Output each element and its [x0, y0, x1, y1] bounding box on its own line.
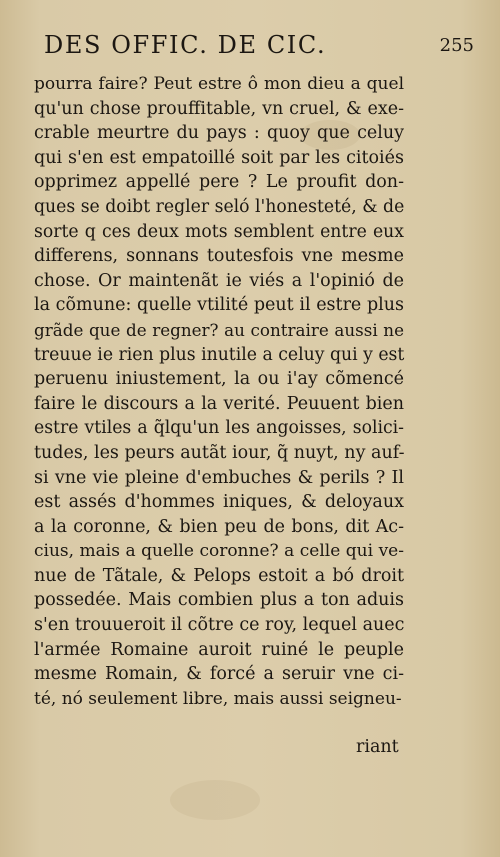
- text-line: tudes, les peurs autãt iour, q̃ nuyt, ny auf-: [34, 442, 405, 463]
- text-line: pourra faire? Peut estre ô mon dieu a quel: [34, 74, 404, 94]
- text-line: cius, mais a quelle coronne? a celle qui ve-: [34, 541, 404, 562]
- text-line: peruenu iniustement, la ou i'ay cõmencé: [34, 369, 404, 390]
- page-number: 255: [439, 35, 474, 56]
- running-title: DES OFFIC. DE CIC.: [44, 31, 327, 59]
- text-line: estre vtiles a q̃lqu'un les angoisses, solici-: [34, 418, 404, 439]
- text-line: faire le discours a la verité. Peuuent bien: [34, 393, 404, 414]
- text-line: la cõmune: quelle vtilité peut il estre plus: [34, 295, 404, 316]
- page-header: [44, 28, 474, 62]
- text-line: crable meurtre du pays : quoy que celuy: [34, 123, 404, 144]
- text-line: si vne vie pleine d'embuches & perils ? Il: [34, 467, 404, 488]
- catchword: riant: [356, 737, 399, 757]
- text-line: possedée. Mais combien plus a ton aduis: [34, 590, 404, 611]
- text-line: chose. Or maintenãt ie viés a l'opinió de: [34, 270, 404, 291]
- text-line: qui s'en est empatoillé soit par les citoiés: [34, 147, 404, 168]
- text-line: a la coronne, & bien peu de bons, dit Ac-: [34, 516, 404, 537]
- text-line: té, nó seulement libre, mais aussi seigneu-: [34, 688, 402, 709]
- paper-stain: [170, 780, 260, 820]
- text-line: nue de Tãtale, & Pelops estoit a bó droit: [34, 565, 404, 586]
- text-line: ques se doibt regler seló l'honesteté, & de: [34, 196, 405, 217]
- text-line: grãde que de regner? au contraire aussi ne: [34, 319, 404, 340]
- text-line: opprimez appellé pere ? Le proufit don-: [34, 172, 404, 193]
- text-line: qu'un chose prouffitable, vn cruel, & exe-: [34, 98, 404, 119]
- text-line: l'armée Romaine auroit ruiné le peuple: [34, 639, 404, 660]
- text-line: s'en trouueroit il cõtre ce roy, lequel auec: [34, 615, 405, 636]
- text-line: est assés d'hommes iniques, & deloyaux: [34, 492, 404, 513]
- body-text: [34, 72, 404, 711]
- text-line: treuue ie rien plus inutile a celuy qui y est: [34, 344, 405, 365]
- text-line: differens, sonnans toutesfois vne mesme: [34, 246, 404, 267]
- text-line: mesme Romain, & forcé a seruir vne ci-: [34, 664, 404, 685]
- text-line: sorte q ces deux mots semblent entre eux: [34, 221, 404, 242]
